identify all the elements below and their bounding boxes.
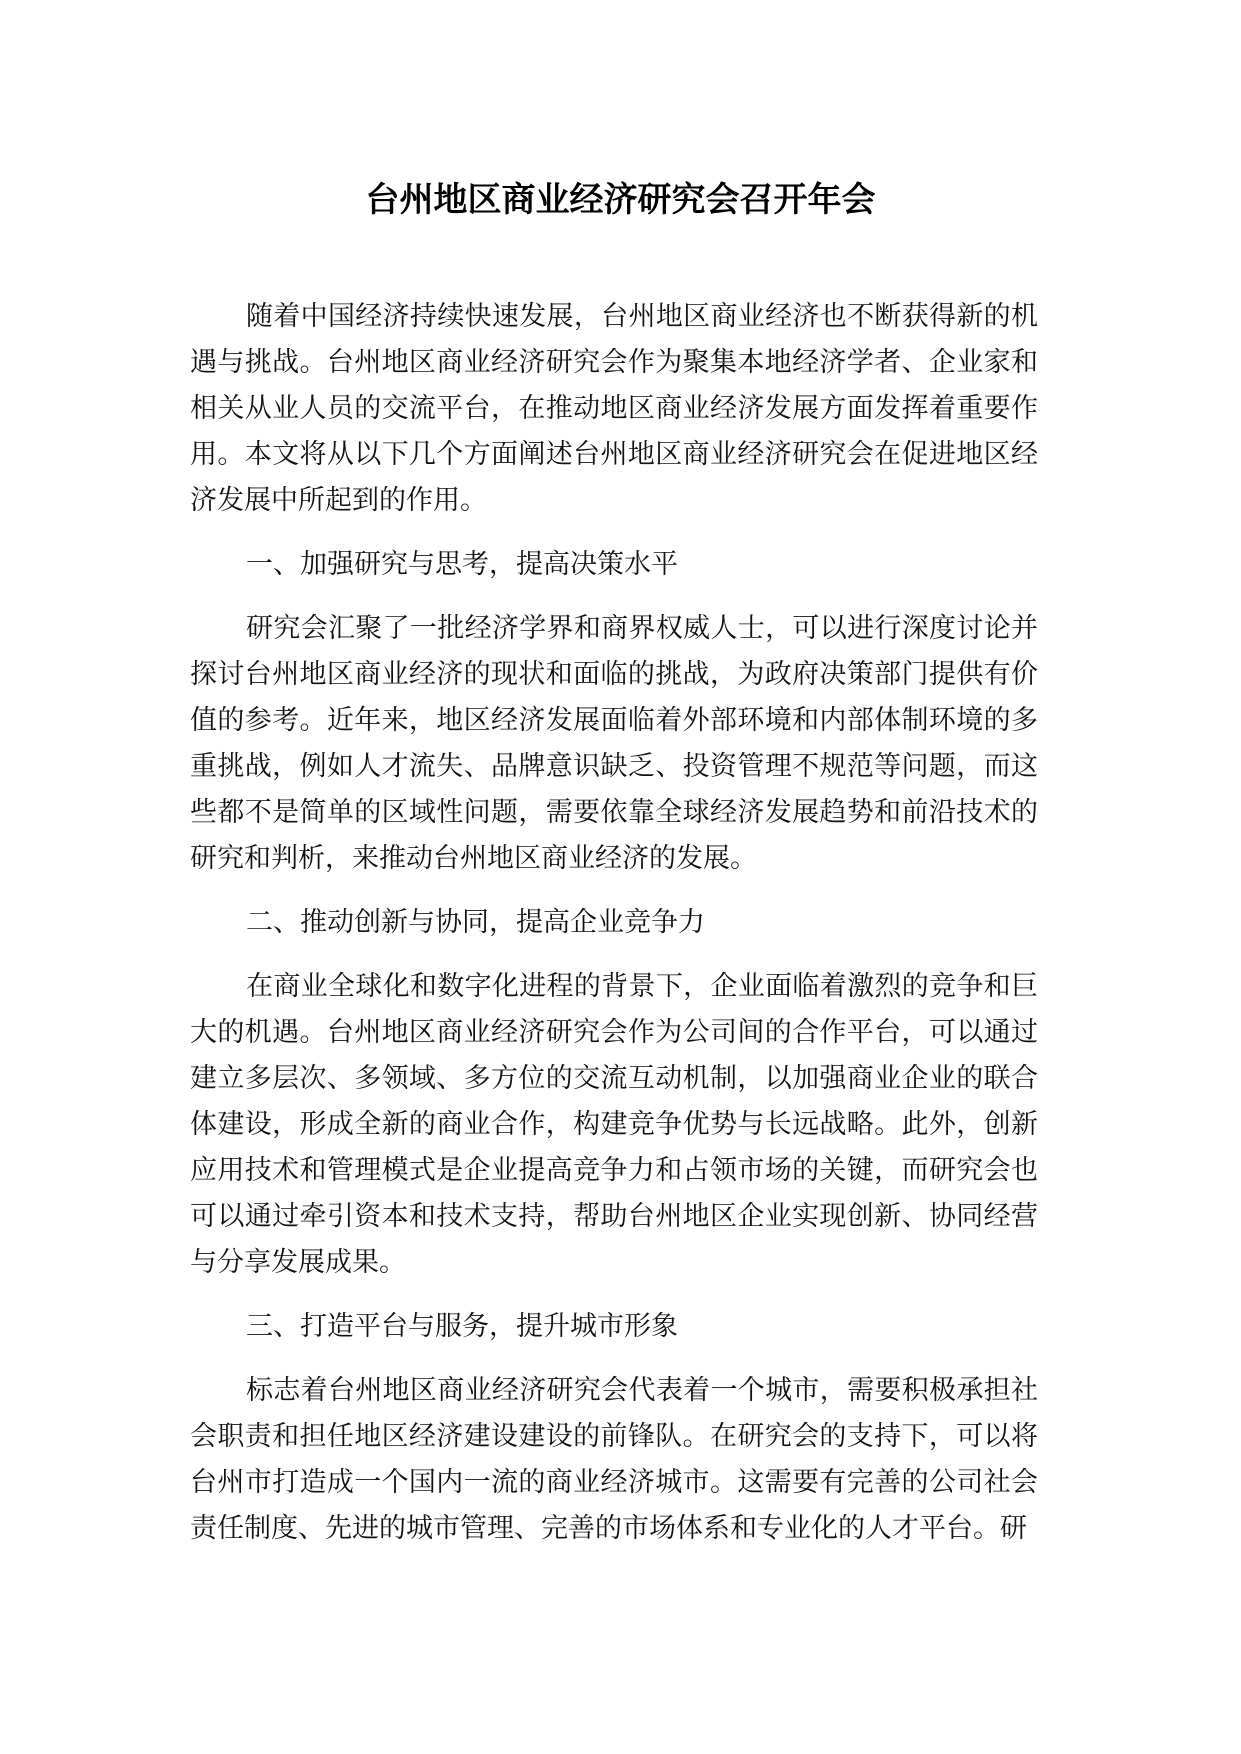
section-heading-1: 一、加强研究与思考，提高决策水平	[246, 549, 678, 580]
document-title: 台州地区商业经济研究会召开年会	[365, 180, 876, 220]
document-body	[190, 294, 1038, 1570]
section-1-paragraph: 研究会汇聚了一批经济学界和商界权威人士，可以进行深度讨论并探讨台州地区商业经济的现状和面临的挑战，为政府决策部门提供有价值的参考。近年来，地区经济发展面临着外部环境和内部体制环境的多重挑战，例如人才流失、品牌意识缺乏、投资管理不规范等问题，而这些都不是简单的区域性问题，需要依靠全球经济发展趋势和前沿技术的研究和判析，来推动台州地区商业经济的发展。	[190, 613, 1038, 874]
section-2-paragraph: 在商业全球化和数字化进程的背景下，企业面临着激烈的竞争和巨大的机遇。台州地区商业经济研究会作为公司间的合作平台，可以通过建立多层次、多领域、多方位的交流互动机制，以加强商业企业的联合体建设，形成全新的商业合作，构建竞争优势与长远战略。此外，创新应用技术和管理模式是企业提高竞争力和占领市场的关键，而研究会也可以通过牵引资本和技术支持，帮助台州地区企业实现创新、协同经营与分享发展成果。	[190, 971, 1038, 1278]
intro-paragraph: 随着中国经济持续快速发展，台州地区商业经济也不断获得新的机遇与挑战。台州地区商业经济研究会作为聚集本地经济学者、企业家和相关从业人员的交流平台，在推动地区商业经济发展方面发挥着重要作用。本文将从以下几个方面阐述台州地区商业经济研究会在促进地区经济发展中所起到的作用。	[190, 301, 1038, 516]
section-heading-3: 三、打造平台与服务，提升城市形象	[246, 1311, 678, 1342]
section-heading-2: 二、推动创新与协同，提高企业竞争力	[246, 907, 705, 938]
section-3-paragraph: 标志着台州地区商业经济研究会代表着一个城市，需要积极承担社会职责和担任地区经济建设建设的前锋队。在研究会的支持下，可以将台州市打造成一个国内一流的商业经济城市。这需要有完善的公司社会责任制度、先进的城市管理、完善的市场体系和专业化的人才平台。研	[190, 1375, 1038, 1544]
